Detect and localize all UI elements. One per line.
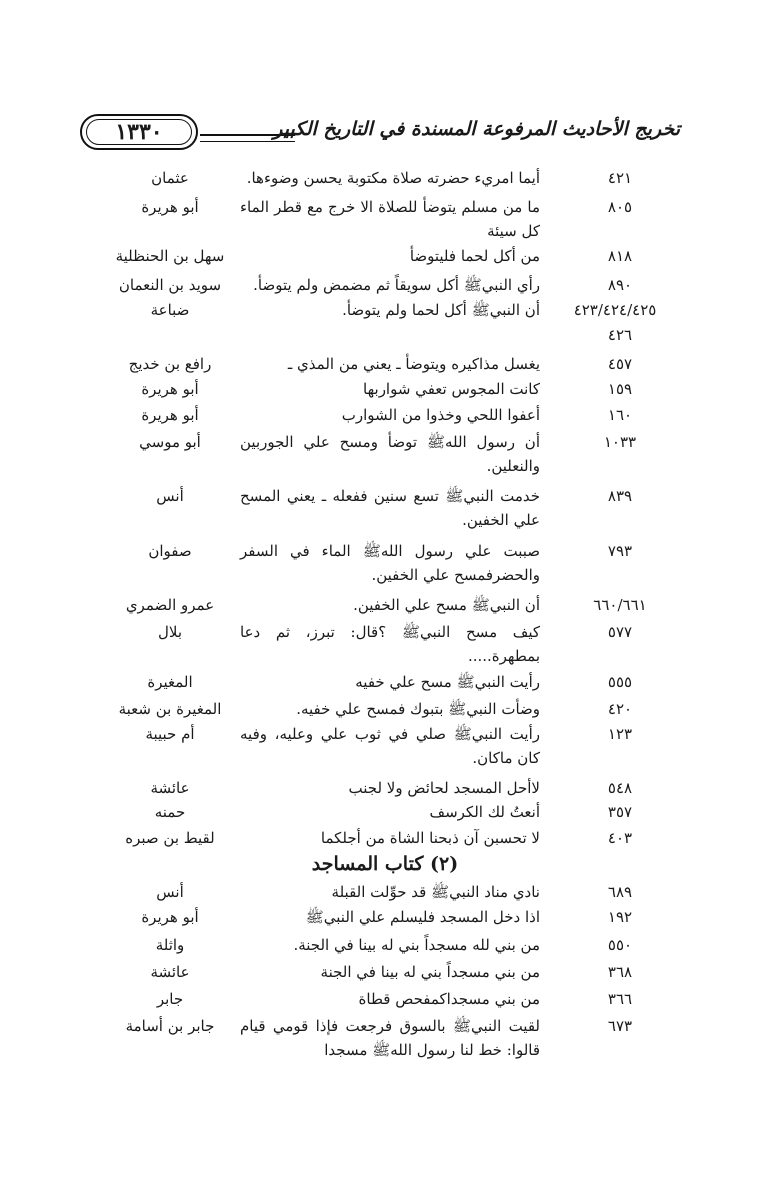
hadith-number: ٣٦٨	[607, 963, 633, 981]
hadith-number: ٥٥٠	[607, 936, 633, 954]
hadith-text: اذا دخل المسجد فليسلم علي النبيﷺ	[305, 908, 540, 926]
hadith-text: رأيت النبيﷺ صلي في ثوب علي وعليه، وفيه كان ماكان.	[240, 725, 540, 767]
hadith-text: وضأت النبيﷺ بتبوك فمسح علي خفيه.	[296, 700, 540, 718]
hadith-text: أيما امريء حضرته صلاة مكتوبة يحسن وضوءها.	[246, 169, 540, 187]
hadith-text: لقيت النبيﷺ بالسوق فرجعت فإذا قومي قيام قالوا: خط لنا رسول اللهﷺ مسجدا	[240, 1017, 540, 1059]
narrator: حمنه	[154, 803, 186, 821]
hadith-text: من أكل لحما فليتوضأ	[409, 247, 540, 265]
narrator: المغيرة بن شعبة	[118, 700, 222, 718]
narrator: عثمان	[151, 169, 189, 187]
page-header	[80, 112, 680, 156]
hadith-text: لا تحسبن آن ذبحنا الشاة من أجلكما	[320, 829, 540, 847]
narrator: واثلة	[155, 936, 185, 954]
hadith-text: ما من مسلم يتوضأ للصلاة الا خرج مع قطر الماء كل سيئة	[240, 198, 540, 240]
hadith-text: صببت علي رسول اللهﷺ الماء في السفر والحضرفمسح علي الخفين.	[240, 542, 540, 584]
narrator: عائشة	[150, 779, 190, 797]
narrator: بلال	[157, 623, 183, 641]
narrator: أنس	[156, 487, 184, 505]
narrator: رافع بن خديج	[128, 355, 212, 373]
hadith-text: كانت المجوس تعفي شواربها	[363, 380, 540, 398]
hadith-number: ٤٥٧	[607, 355, 633, 373]
narrator: المغيرة	[147, 673, 193, 691]
hadith-number: ٦٦٠/٦٦١	[593, 596, 647, 614]
hadith-text: من بني لله مسجداً بني له بينا في الجنة.	[293, 936, 540, 954]
page-number: ١٣٣٠	[115, 119, 163, 145]
hadith-text: يغسل مذاكيره ويتوضأ ـ يعني من المذي ـ	[287, 355, 540, 373]
narrator: صفوان	[148, 542, 192, 560]
hadith-number: ١٩٢	[607, 908, 633, 926]
narrator: عائشة	[150, 963, 190, 981]
page-number-badge	[80, 114, 198, 150]
hadith-text: رأي النبيﷺ أكل سويقاً ثم مضمض ولم يتوضأ.	[253, 276, 540, 294]
narrator: أم حبيبة	[145, 725, 195, 743]
hadith-number: ١٢٣	[607, 725, 633, 743]
narrator: أبو هريرة	[141, 406, 199, 424]
hadith-number: ١٥٩	[607, 380, 633, 398]
narrator: سويد بن النعمان	[118, 276, 222, 294]
hadith-number: ٨١٨	[607, 247, 633, 265]
hadith-text: أن رسول اللهﷺ توضأ ومسح علي الجوربين والنعلين.	[240, 433, 540, 475]
narrator: أبو هريرة	[141, 380, 199, 398]
hadith-text: رأيت النبيﷺ مسح علي خفيه	[355, 673, 540, 691]
hadith-text: من بني مسجداً بني له بينا في الجنة	[320, 963, 540, 981]
hadith-number: ٥٤٨	[607, 779, 633, 797]
hadith-number: ٣٥٧	[607, 803, 633, 821]
narrator: لقيط بن صبره	[125, 829, 215, 847]
hadith-text: أن النبيﷺ أكل لحما ولم يتوضأ.	[342, 301, 540, 319]
hadith-number: ٦٧٣	[607, 1017, 633, 1035]
hadith-number: ٤٢٣/٤٢٤/٤٢٥	[573, 301, 657, 319]
narrator: عمرو الضمري	[125, 596, 215, 614]
hadith-number: ٥٥٥	[607, 673, 633, 691]
hadith-number: ٦٨٩	[607, 883, 633, 901]
narrator: سهل بن الحنظلية	[115, 247, 225, 265]
narrator: أنس	[156, 883, 184, 901]
hadith-number: ٨٣٩	[607, 487, 633, 505]
narrator: جابر بن أسامة	[125, 1017, 215, 1035]
hadith-text: أعفوا اللحي وخذوا من الشوارب	[341, 406, 540, 424]
hadith-number: ١٠٣٣	[603, 433, 637, 451]
hadith-number: ٤٠٣	[607, 829, 633, 847]
hadith-number: ٧٩٣	[607, 542, 633, 560]
hadith-number: ٣٦٦	[607, 990, 633, 1008]
narrator: أبو موسي	[139, 433, 201, 451]
narrator: أبو هريرة	[141, 198, 199, 216]
hadith-number: ٨٩٠	[607, 276, 633, 294]
narrator: ضباعة	[150, 301, 190, 319]
hadith-text: لاأحل المسجد لحائض ولا لجنب	[348, 779, 540, 797]
hadith-number: ٤٢١	[607, 169, 633, 187]
hadith-text: من بني مسجداكمفحص قطاة	[358, 990, 540, 1008]
hadith-number: ٤٢٠	[607, 700, 633, 718]
hadith-number: ٤٢٦	[607, 326, 633, 344]
hadith-text: أن النبيﷺ مسح علي الخفين.	[353, 596, 540, 614]
hadith-text: كيف مسح النبيﷺ ؟قال: تبرز، ثم دعا بمطهرة.....	[240, 623, 540, 665]
hadith-number: ١٦٠	[607, 406, 633, 424]
section-heading: (٢) كتاب المساجد	[311, 853, 459, 875]
hadith-text: خدمت النبيﷺ تسع سنين ففعله ـ يعني المسح علي الخفين.	[240, 487, 540, 529]
hadith-text: أنعتُ لك الكرسف	[429, 803, 540, 821]
narrator: أبو هريرة	[141, 908, 199, 926]
page-title: تخريج الأحاديث المرفوعة المسندة في التاريخ الكبير	[273, 118, 680, 140]
hadith-number: ٥٧٧	[607, 623, 633, 641]
narrator: جابر	[156, 990, 184, 1008]
hadith-text: نادي مناد النبيﷺ قد حوِّلت القبلة	[331, 883, 540, 901]
hadith-number: ٨٠٥	[607, 198, 633, 216]
